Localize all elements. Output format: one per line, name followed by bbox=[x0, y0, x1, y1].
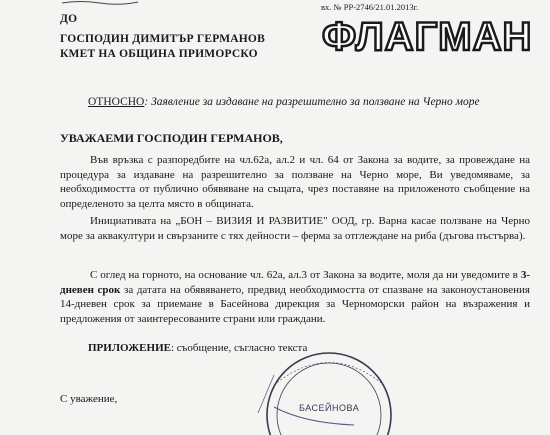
stamp-text: БАСЕЙНОВА bbox=[299, 403, 360, 413]
official-stamp bbox=[244, 345, 394, 435]
attachment-text: : съобщение, съгласно текста bbox=[170, 342, 308, 354]
paragraph-3-deadline: 3-дневен срок bbox=[60, 269, 530, 296]
addressee-to: ДО bbox=[60, 13, 78, 25]
subject-label: ОТНОСНО bbox=[88, 96, 145, 108]
paragraph-1: Във връзка с разпоредбите на чл.62а, ал.2 и чл. 64 от Закона за водите, за провеждане на процедура за издаване на разрешително за ползване на Черно море, Ви уведомяваме, за необходимостта от публично обявяване на същата, чрез поставяне на приложеното съобщение на определеното за целта място в общината. bbox=[60, 154, 530, 210]
flagman-logo bbox=[318, 10, 546, 60]
paragraph-3 bbox=[60, 268, 530, 326]
addressee-title: КМЕТ НА ОБЩИНА ПРИМОРСКО bbox=[60, 48, 258, 60]
addressee-name: ГОСПОДИН ДИМИТЪР ГЕРМАНОВ bbox=[60, 33, 265, 45]
paragraph-2: Инициативата на „БОН – ВИЗИЯ И РАЗВИТИЕ" ООД, гр. Варна касае ползване на Черно море за аквакултури и свързаните с тях дейности – ферма за отглеждане на риба (дъгова пъстърва). bbox=[60, 215, 530, 242]
greeting: УВАЖАЕМИ ГОСПОДИН ГЕРМАНОВ, bbox=[60, 131, 283, 145]
closing: С уважение, bbox=[60, 393, 118, 405]
paragraph-3-start: С оглед на горното, на основание чл. 62а, ал.3 от Закона за водите, моля да ни уведомите в bbox=[90, 269, 521, 281]
attachment-label: ПРИЛОЖЕНИЕ bbox=[88, 342, 171, 354]
registration-number: вх. № РР-2746/21.01.2013г. bbox=[321, 2, 419, 12]
svg-text:ФЛАГМАН: ФЛАГМАН bbox=[322, 15, 533, 59]
paragraph-3-end: за датата на обявяването, предвид необходимостта от спазване на законоустановения 14-дневен срок за приемане в Басейнова дирекция за Черноморски район на възражения и предложения от заинтересованите страни или граждани. bbox=[60, 283, 530, 325]
subject-text: : Заявление за издаване на разрешително за ползване на Черно море bbox=[144, 96, 480, 108]
signature-scribble bbox=[60, 0, 140, 6]
subject-line bbox=[88, 96, 480, 108]
